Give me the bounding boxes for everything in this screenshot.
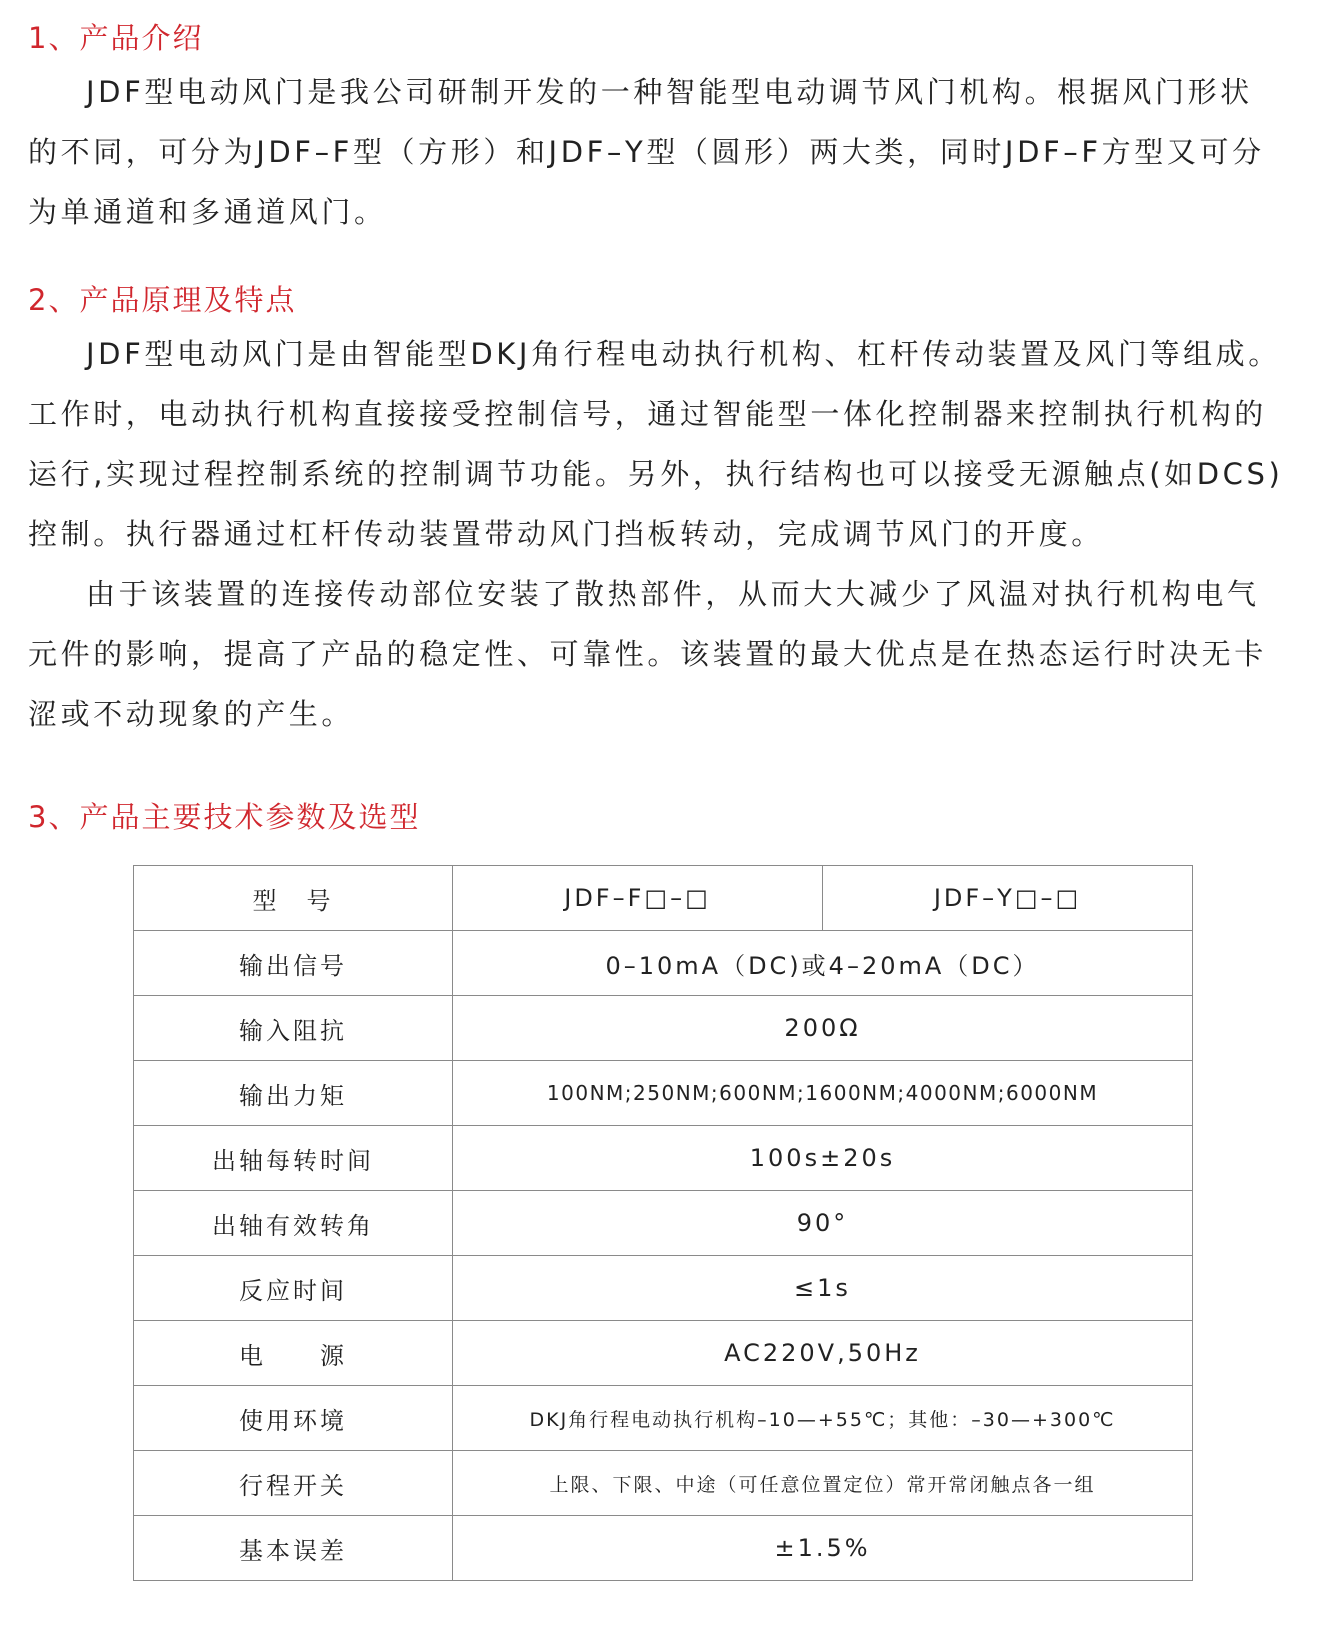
section2-heading: 2、产品原理及特点: [28, 283, 297, 317]
row-label: 输出信号: [134, 931, 453, 996]
paragraph-line: 工作时，电动执行机构直接接受控制信号，通过智能型一体化控制器来控制执行机构的: [28, 397, 1267, 431]
paragraph-line: 为单通道和多通道风门。: [28, 195, 387, 229]
model-label-cell: 型 号: [134, 866, 453, 931]
row-value: 100NM;250NM;600NM;1600NM;4000NM;6000NM: [453, 1061, 1193, 1126]
table-row: [134, 1386, 1193, 1451]
paragraph-line: 元件的影响，提高了产品的稳定性、可靠性。该装置的最大优点是在热态运行时决无卡: [28, 637, 1267, 671]
row-label: 反应时间: [134, 1256, 453, 1321]
row-label: 出轴每转时间: [134, 1126, 453, 1191]
table-row: [134, 1061, 1193, 1126]
row-value: 90°: [453, 1191, 1193, 1256]
spec-table: [133, 865, 1193, 1581]
model-y-cell: JDF–Y□–□: [823, 866, 1193, 931]
row-label: 基本误差: [134, 1516, 453, 1581]
section1-heading: 1、产品介绍: [28, 21, 204, 55]
row-value: 0–10mA（DC)或4–20mA（DC）: [453, 931, 1193, 996]
row-label: 电 源: [134, 1321, 453, 1386]
paragraph-line: 控制。执行器通过杠杆传动装置带动风门挡板转动，完成调节风门的开度。: [28, 517, 1104, 551]
table-row: [134, 1191, 1193, 1256]
row-value: ±1.5%: [453, 1516, 1193, 1581]
row-value: DKJ角行程电动执行机构–10—+55℃；其他：–30—+300℃: [453, 1386, 1193, 1451]
table-row: [134, 1451, 1193, 1516]
model-f-cell: JDF–F□–□: [453, 866, 823, 931]
section3-heading: 3、产品主要技术参数及选型: [28, 800, 421, 834]
paragraph-line: 由于该装置的连接传动部位安装了散热部件，从而大大减少了风温对执行机构电气: [86, 577, 1260, 611]
row-value: 200Ω: [453, 996, 1193, 1061]
row-value: 100s±20s: [453, 1126, 1193, 1191]
paragraph-line: 运行,实现过程控制系统的控制调节功能。另外，执行结构也可以接受无源触点(如DCS): [28, 457, 1284, 491]
row-label: 输出力矩: [134, 1061, 453, 1126]
section1-paragraph: [28, 62, 1318, 242]
row-value: 上限、下限、中途（可任意位置定位）常开常闭触点各一组: [453, 1451, 1193, 1516]
paragraph-line: 的不同，可分为JDF–F型（方形）和JDF–Y型（圆形）两大类，同时JDF–F方型又可分: [28, 135, 1265, 169]
row-label: 使用环境: [134, 1386, 453, 1451]
table-row: [134, 1126, 1193, 1191]
paragraph-line: JDF型电动风门是由智能型DKJ角行程电动执行机构、杠杆传动装置及风门等组成。: [86, 337, 1281, 371]
table-row: [134, 931, 1193, 996]
table-row: [134, 996, 1193, 1061]
table-row: [134, 1516, 1193, 1581]
table-header-row: [134, 866, 1193, 931]
row-label: 出轴有效转角: [134, 1191, 453, 1256]
section2-paragraph-1: [28, 324, 1318, 564]
section2-paragraph-2: [28, 564, 1318, 744]
row-value: ≤1s: [453, 1256, 1193, 1321]
table-row: [134, 1256, 1193, 1321]
paragraph-line: 涩或不动现象的产生。: [28, 697, 355, 731]
row-label: 输入阻抗: [134, 996, 453, 1061]
table-row: [134, 1321, 1193, 1386]
paragraph-line: JDF型电动风门是我公司研制开发的一种智能型电动调节风门机构。根据风门形状: [86, 75, 1253, 109]
row-value: AC220V,50Hz: [453, 1321, 1193, 1386]
row-label: 行程开关: [134, 1451, 453, 1516]
